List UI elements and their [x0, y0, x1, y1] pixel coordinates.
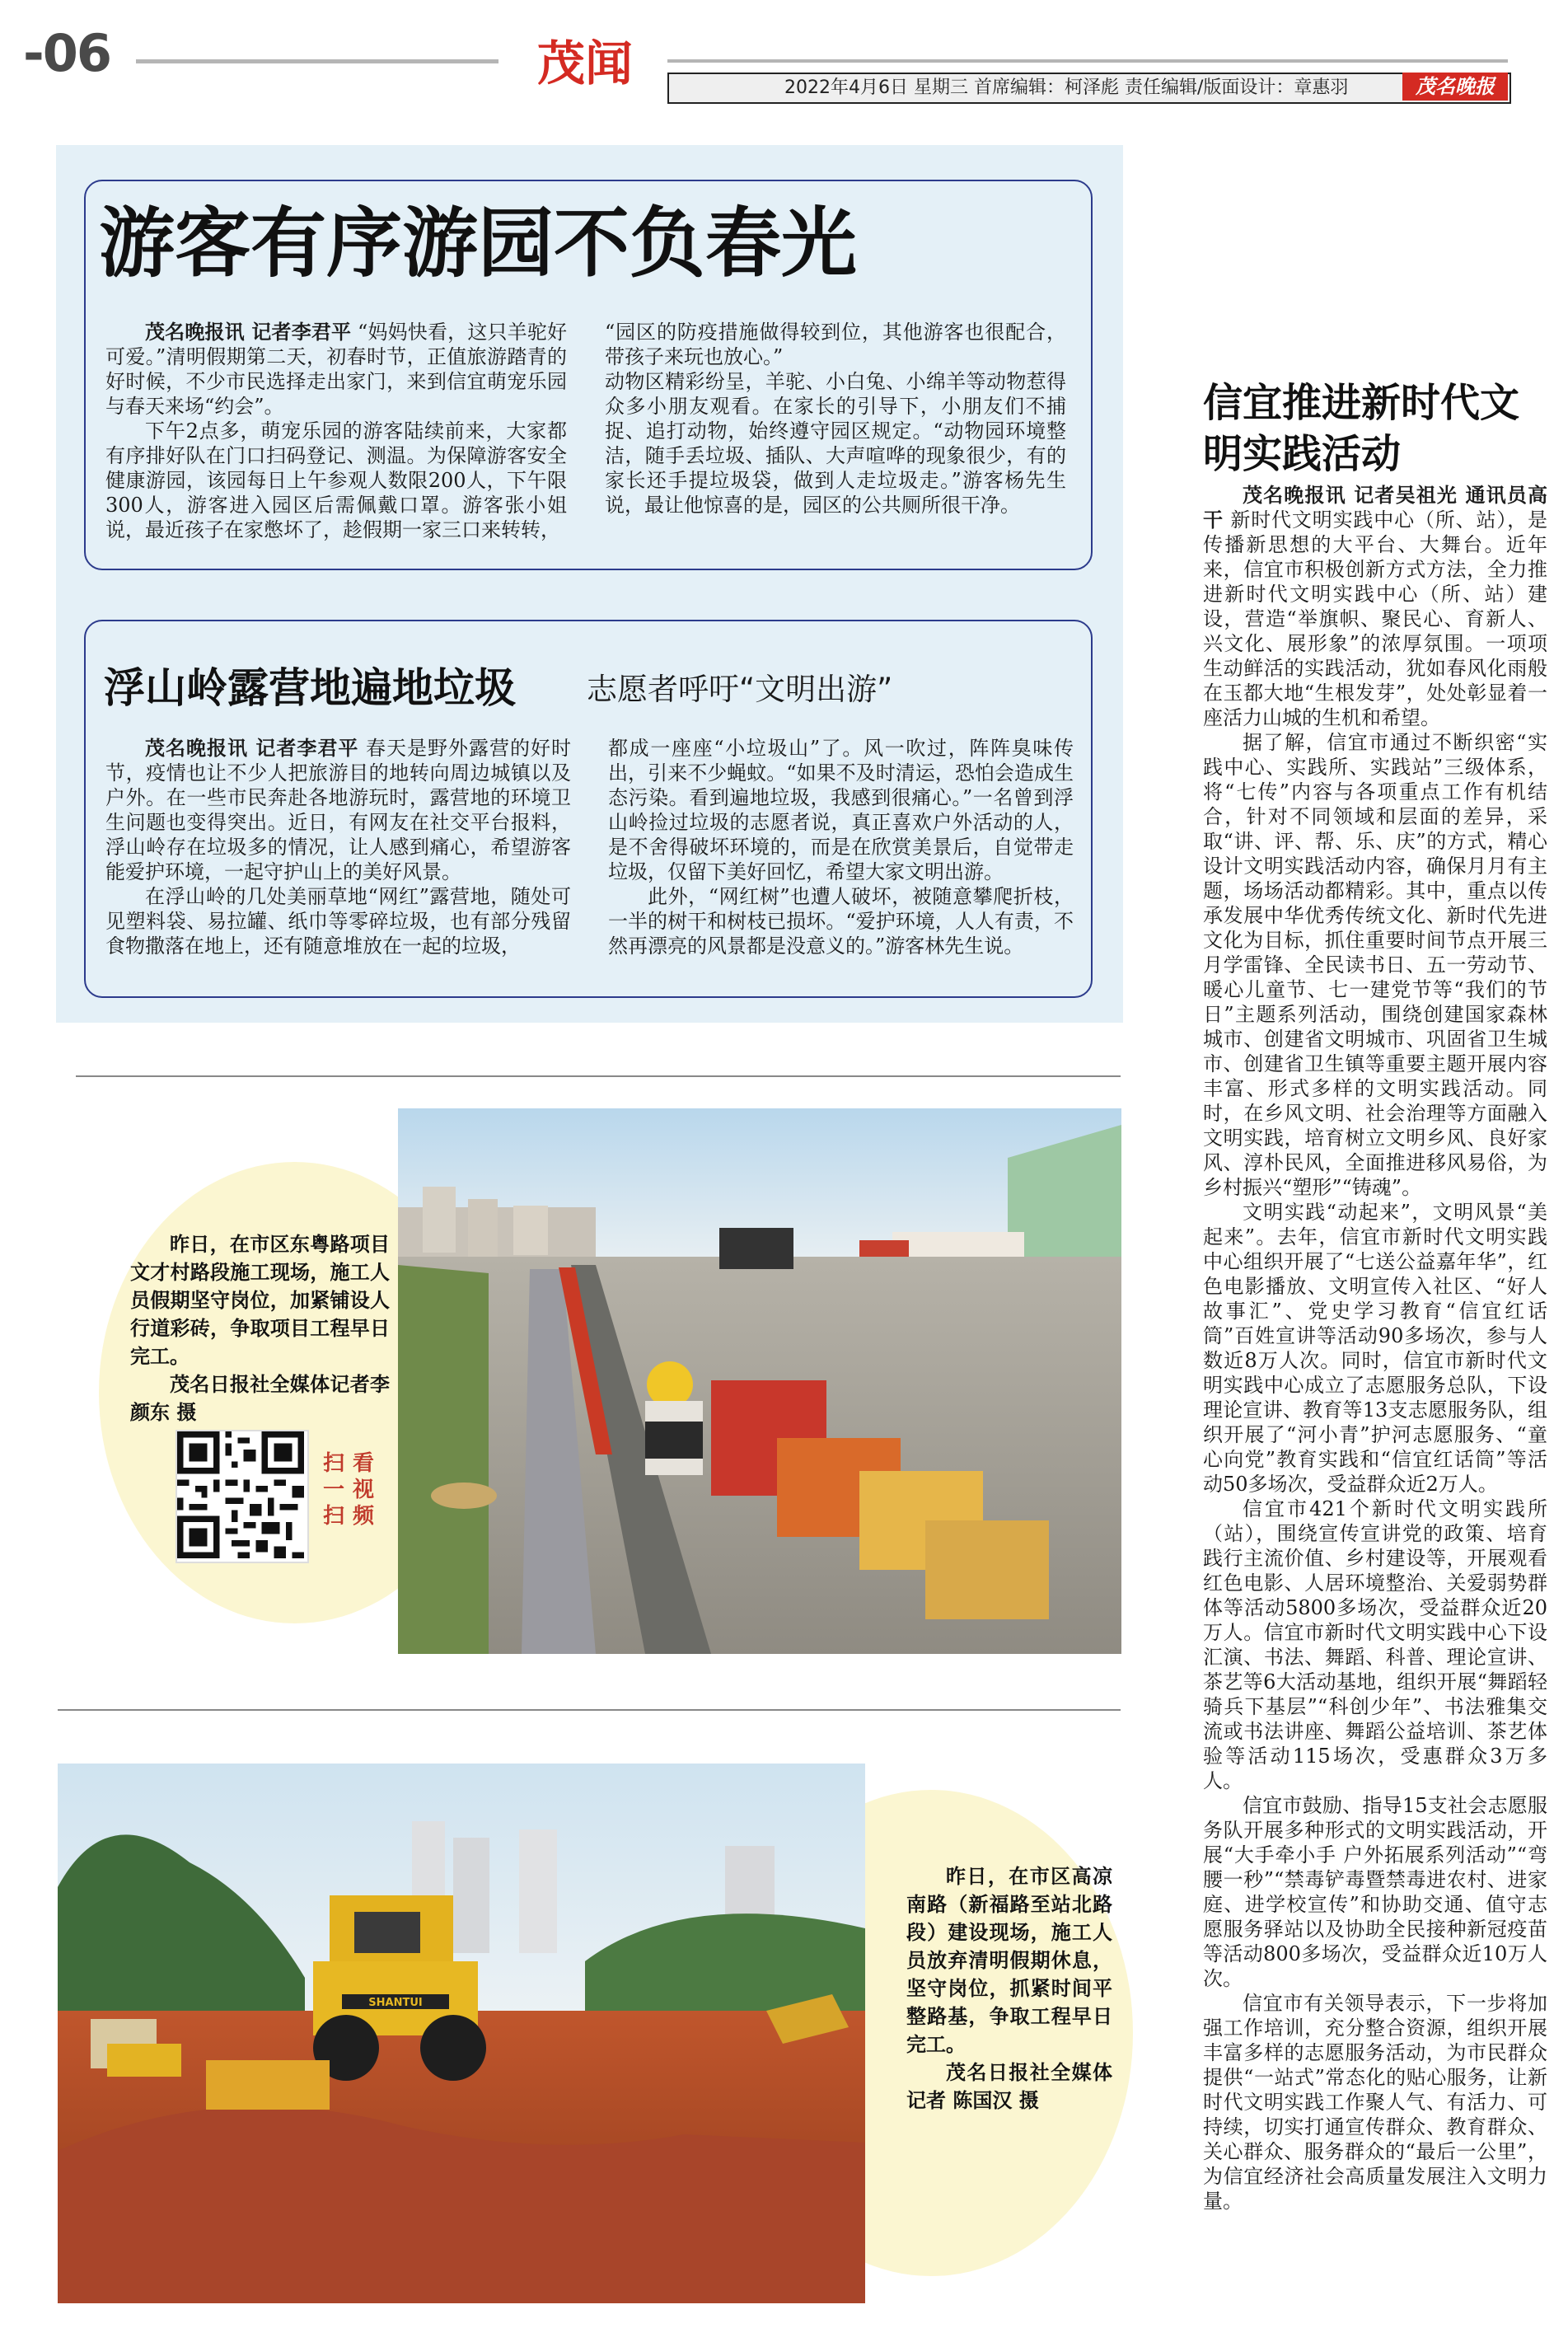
- story1-paragraph: “妈妈快看，这只羊驼好可爱。”清明假期第二天，初春时节，正值旅游踏青的好时候，不少市民选择走出家门，来到信宜萌宠乐园与春天来场“约会”。: [105, 321, 567, 418]
- story2-lead: 茂名晚报讯 记者李君平: [145, 737, 359, 760]
- story3-paragraph: 信宜市421个新时代文明实践所（站），围绕宣传宣讲党的政策、培育践行主流价值、乡村建设等，开展观看红色电影、人居环境整治、关爱弱势群体等活动5800多场次，受益群众近20万人。信宜市新时代文明实践中心下设汇演、书法、舞蹈、科普、理论宣讲、茶艺等6大活动基地，组织开展“舞蹈轻骑兵下基层”“科创少年”、书法雅集交流或书法讲座、舞蹈公益培训、茶艺体验等活动115场次，受惠群众3万多人。: [1203, 1497, 1547, 1792]
- story3-title: 信宜推进新时代文明实践活动: [1203, 380, 1520, 477]
- story1-paragraph: 下午2点多，萌宠乐园的游客陆续前来，大家都有序排好队在门口扫码登记、测温。为保障游客安全健康游园，该园每日上午参观人数限200人，下午限300人，游客进入园区后需佩戴口罩。游客张小姐说，最近孩子在家憋坏了，趁假期一家三口来转转，: [105, 419, 567, 541]
- story1-title: 游客有序游园不负春光: [99, 199, 858, 288]
- header-rule-left: [136, 59, 498, 63]
- story2-title: 浮山岭露营地遍地垃圾: [104, 664, 516, 712]
- photo2-caption-block: [906, 1862, 1112, 2115]
- photo2-credit: 茂名日报社全媒体记者 陈国汉 摄: [906, 2061, 1112, 2112]
- story1-paragraph: “园区的防疫措施做得较到位，其他游客也很配合，带孩子来玩也放心。”: [605, 321, 1066, 368]
- photo-paving-image: [398, 1108, 1121, 1654]
- section-divider-2: [58, 1709, 1121, 1711]
- story2-paragraph: 都成一座座“小垃圾山”了。风一吹过，阵阵臭味传出，引来不少蝇蚊。“如果不及时清运，恐怕会造成生态污染。看到遍地垃圾，我感到很痛心。”一名曾到浮山岭捡过垃圾的志愿者说，真正喜欢户外活动的人，是不舍得破坏环境的，而是在欣赏美景后，自觉带走垃圾，仅留下美好回忆，希望大家文明出游。: [608, 737, 1074, 883]
- story3-body: [1203, 483, 1547, 2213]
- photo1-caption: 昨日，在市区东粤路项目文才村路段施工现场，施工人员假期坚守岗位，加紧铺设人行道彩砖，争取项目工程早日完工。: [130, 1233, 390, 1368]
- photo1-caption-block: [130, 1230, 390, 1426]
- qr-code[interactable]: [176, 1430, 309, 1563]
- story1-column-2: [605, 320, 1066, 518]
- story1-lead: 茂名晚报讯 记者李君平: [145, 321, 352, 344]
- photo-road-construction: [58, 1764, 865, 2303]
- story3-paragraph: 新时代文明实践中心（所、站），是传播新思想的大平台、大舞台。近年来，信宜市积极创新方式方法，全力推进新时代文明实践中心（所、站）建设，营造“举旗帜、聚民心、育新人、兴文化、展形象”的浓厚氛围。一项项生动鲜活的实践活动，犹如春风化雨般在玉都大地“生根发芽”，处处彰显着一座活力山城的生机和希望。: [1203, 508, 1548, 729]
- page-number: -06: [23, 23, 111, 83]
- story2-column-2: [608, 736, 1074, 958]
- header-rule-right: [667, 59, 1508, 63]
- story2-paragraph: 此外，“网红树”也遭人破坏，被随意攀爬折枝，一半的树干和树枝已损坏。“爱护环境，人人有责，不然再漂亮的风景都是没意义的。”游客林先生说。: [608, 885, 1074, 958]
- photo-road-image: [58, 1764, 865, 2303]
- story2-paragraph: 春天是野外露营的好时节，疫情也让不少人把旅游目的地转向周边城镇以及户外。在一些市民奔赴各地游玩时，露营地的环境卫生问题也变得突出。近日，有网友在社交平台报料，浮山岭存在垃圾多的情况，让人感到痛心，希望游客能爱护环境，一起守护山上的美好风景。: [105, 737, 571, 883]
- loader-brand-text: SHANTUI: [368, 1997, 423, 2009]
- header-meta: 2022年4月6日 星期三 首席编辑：柯泽彪 责任编辑/版面设计：章惠羽: [784, 77, 1349, 98]
- photo1-credit: 茂名日报社全媒体记者李颜东 摄: [130, 1373, 390, 1424]
- story3-paragraph: 据了解，信宜市通过不断织密“实践中心、实践所、实践站”三级体系，将“七传”内容与各项重点工作有机结合，针对不同领域和层面的差异，采取“讲、评、帮、乐、庆”的方式，精心设计文明实践活动内容，确保月月有主题，场场活动都精彩。其中，重点以传承发展中华优秀传统文化、新时代先进文化为目标，抓住重要时间节点开展三月学雷锋、全民读书日、五一劳动节、暖心儿童节、七一建党节等“我们的节日”主题系列活动，围绕创建国家森林城市、创建省文明城市、巩固省卫生城市、创建省卫生镇等重要主题开展内容丰富、形式多样的文明实践活动。同时，在乡风文明、社会治理等方面融入文明实践，培育树立文明乡风、良好家风、淳朴民风，全面推进移风易俗，为乡村振兴“塑形”“铸魂”。: [1203, 731, 1547, 1199]
- watch-video-label: 看视频: [353, 1451, 375, 1529]
- qr-code-icon: [177, 1431, 304, 1558]
- story1-column-1: [105, 320, 567, 542]
- story2-paragraph: 在浮山岭的几处美丽草地“网红”露营地，随处可见塑料袋、易拉罐、纸巾等零碎垃圾，也有部分残留食物撒落在地上，还有随意堆放在一起的垃圾，: [105, 885, 571, 958]
- story3-paragraph: 文明实践“动起来”，文明风景“美起来”。去年，信宜市新时代文明实践中心组织开展了“七送公益嘉年华”，红色电影播放、文明宣传入社区、“好人故事汇”、党史学习教育“信宜红话筒”百姓宣讲等活动90多场次，参与人数近8万人次。同时，信宜市新时代文明实践中心成立了志愿服务总队，下设理论宣讲、教育等13支志愿服务队，组织开展了“河小青”护河志愿服务、“童心向党”教育实践和“信宜红话筒”等活动50多场次，受益群众近2万人。: [1203, 1201, 1547, 1496]
- header-meta-bar: [667, 73, 1511, 104]
- photo2-caption: 昨日，在市区高凉南路（新福路至站北路段）建设现场，施工人员放弃清明假期休息，坚守岗位，抓紧时间平整路基，争取工程早日完工。: [906, 1865, 1112, 2056]
- story2-subtitle: 志愿者呼吁“文明出游”: [587, 672, 893, 707]
- section-divider: [76, 1075, 1121, 1077]
- story3-paragraph: 信宜市鼓励、指导15支社会志愿服务队开展多种形式的文明实践活动，开展“大手牵小手 户外拓展系列活动”“弯腰一秒”“禁毒铲毒暨禁毒进农村、进家庭、进学校宣传”和协助交通、值守志愿服务驿站以及协助全民接种新冠疫苗等活动800多场次，受益群众近10万人次。: [1203, 1794, 1547, 1990]
- scan-label: 扫一扫: [323, 1451, 345, 1529]
- photo-paving-workers: [398, 1108, 1121, 1654]
- story3-lead: 茂名晚报讯 记者吴祖光 通讯员高干: [1203, 484, 1547, 532]
- story3-paragraph: 信宜市有关领导表示，下一步将加强工作培训，充分整合资源，组织开展丰富多样的志愿服务活动，为市民群众提供“一站式”常态化的贴心服务，让新时代文明实践工作聚人气、有活力、可持续，切实打通宣传群众、教育群众、关心群众、服务群众的“最后一公里”，为信宜经济社会高质量发展注入文明力量。: [1203, 1992, 1547, 2213]
- section-title: 茂闻: [536, 35, 633, 91]
- story2-column-1: [105, 736, 571, 958]
- story1-paragraph: 动物区精彩纷呈，羊驼、小白兔、小绵羊等动物惹得众多小朋友观看。在家长的引导下，小朋友们不捕捉、追打动物，始终遵守园区规定。“动物园环境整洁，随手丢垃圾、插队、大声喧哗的现象很少，有的家长还手提垃圾袋，做到人走垃圾走。”游客杨先生说，最让他惊喜的是，园区的公共厕所很干净。: [605, 370, 1066, 517]
- newspaper-logo: 茂名晚报: [1402, 73, 1508, 101]
